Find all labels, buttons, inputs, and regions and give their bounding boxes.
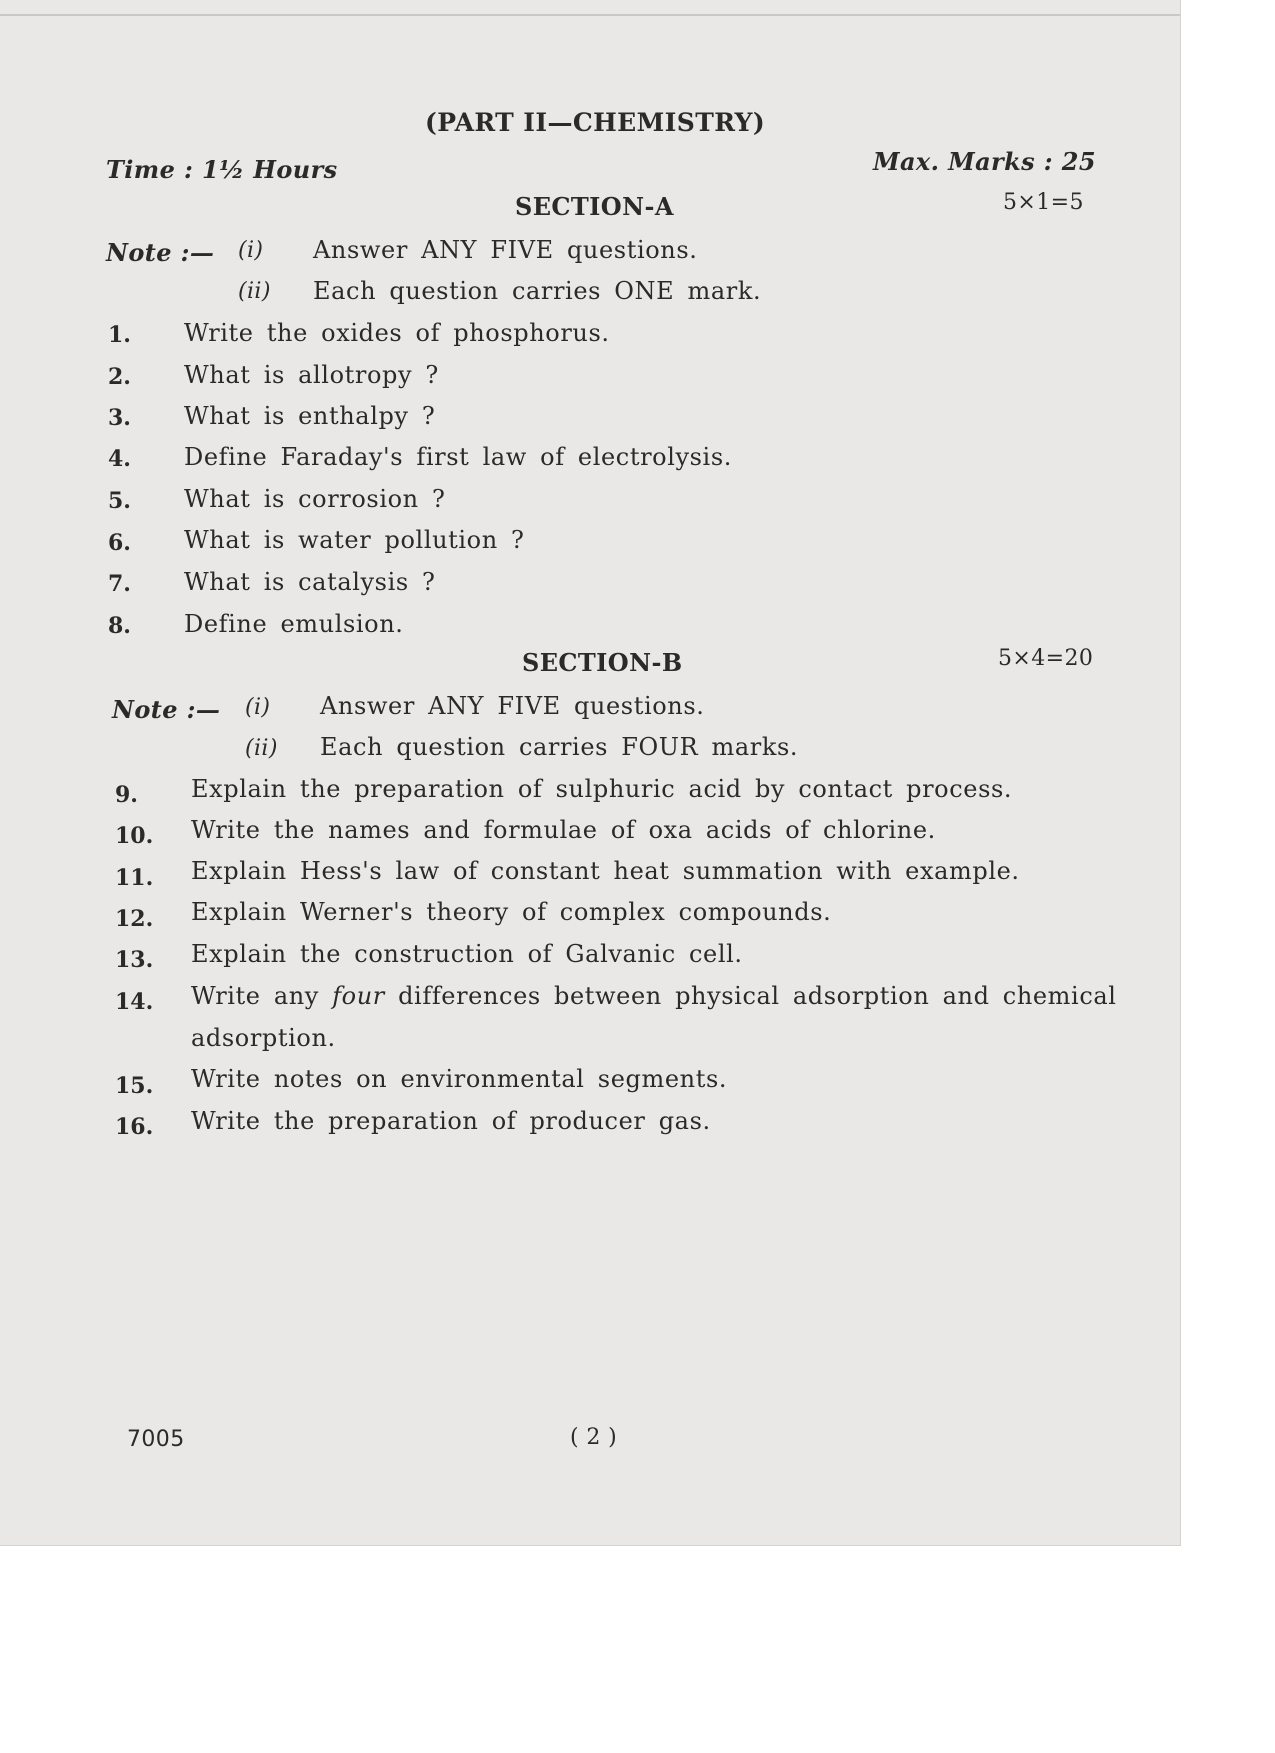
question-text: What is water pollution ? (184, 526, 525, 554)
question-number: 5. (108, 488, 131, 514)
question-number: 3. (108, 405, 131, 431)
question-text-part: Write any (191, 982, 319, 1010)
question-text: What is corrosion ? (184, 485, 446, 513)
time-label: Time : 1½ Hours (106, 155, 338, 184)
page-number: ( 2 ) (570, 1425, 618, 1450)
paper-code: 7005 (127, 1427, 185, 1452)
question-number: 14. (115, 989, 154, 1015)
section-a-note-num: (i) (238, 238, 264, 263)
question-emphasis: four (332, 982, 385, 1010)
question-text: Explain Werner's theory of complex compounds. (191, 898, 832, 926)
section-b-note-num: (i) (245, 695, 271, 720)
section-b-marks: 5×4=20 (998, 646, 1094, 671)
question-number: 15. (115, 1073, 154, 1099)
question-number: 11. (115, 865, 154, 891)
question-text: What is allotropy ? (184, 361, 439, 389)
section-a-note-text: Each question carries ONE mark. (313, 277, 762, 305)
top-rule (0, 14, 1180, 16)
question-text: What is enthalpy ? (184, 402, 436, 430)
question-text: Write notes on environmental segments. (191, 1065, 728, 1093)
section-b-note-text: Each question carries FOUR marks. (320, 733, 799, 761)
question-number: 7. (108, 571, 131, 597)
section-a-title: SECTION-A (515, 192, 674, 221)
section-b-title: SECTION-B (522, 648, 683, 677)
question-number: 1. (108, 322, 131, 348)
section-b-note-text: Answer ANY FIVE questions. (320, 692, 705, 720)
section-a-marks: 5×1=5 (1003, 190, 1084, 215)
question-number: 16. (115, 1114, 154, 1140)
section-b-note-num: (ii) (245, 736, 278, 761)
question-number: 10. (115, 823, 154, 849)
question-number: 12. (115, 906, 154, 932)
section-a-note-label: Note :— (106, 238, 215, 267)
question-text: Write the names and formulae of oxa acids of chlorine. (191, 816, 936, 844)
max-marks: Max. Marks : 25 (873, 147, 1097, 176)
question-number: 4. (108, 446, 131, 472)
question-text-part: differences between physical adsorption and chemical (398, 982, 1117, 1010)
question-number: 8. (108, 613, 131, 639)
question-number: 2. (108, 364, 131, 390)
section-a-note-num: (ii) (238, 279, 271, 304)
question-number: 9. (115, 782, 138, 808)
section-b-note-label: Note :— (112, 695, 221, 724)
question-text-continued: adsorption. (191, 1024, 336, 1052)
question-text: Explain Hess's law of constant heat summation with example. (191, 857, 1020, 885)
question-text: Explain the construction of Galvanic cell. (191, 940, 743, 968)
question-text: Define Faraday's first law of electrolysis. (184, 443, 732, 471)
section-a-note-text: Answer ANY FIVE questions. (313, 236, 698, 264)
question-text: Define emulsion. (184, 610, 404, 638)
question-text: Explain the preparation of sulphuric acid by contact process. (191, 775, 1013, 803)
question-text: Write the preparation of producer gas. (191, 1107, 711, 1135)
question-text (191, 982, 1117, 1010)
question-number: 13. (115, 947, 154, 973)
question-text: Write the oxides of phosphorus. (184, 319, 610, 347)
question-number: 6. (108, 530, 131, 556)
question-text: What is catalysis ? (184, 568, 436, 596)
part-title: (PART II—CHEMISTRY) (425, 108, 766, 137)
